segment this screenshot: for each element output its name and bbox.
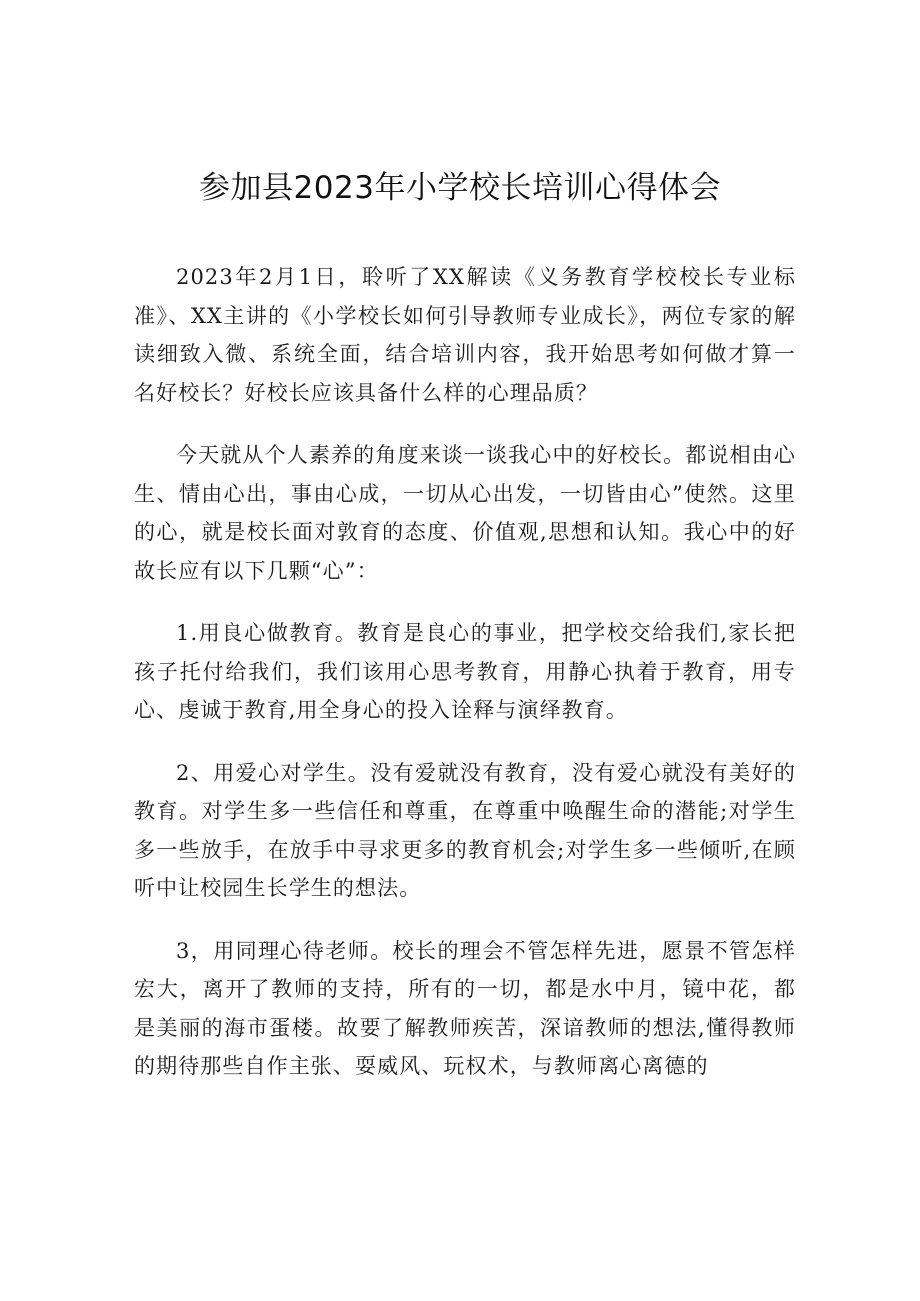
paragraph-point-2: 2、用爱心对学生。没有爱就没有教育，没有爱心就没有美好的教育。对学生多一些信任和尊重，在尊重中唤醒生命的潜能;对学生多一些放手，在放手中寻求更多的教育机会;对学生多一些倾听,在顾听中让校园生长学生的想法。 — [134, 760, 796, 900]
paragraph-good-principal: 今天就从个人素养的角度来谈一谈我心中的好校长。都说相由心生、情由心出，事由心成，一切从心出发，一切皆由心”使然。这里的心，就是校长面对敦育的态度、价值观,思想和认知。我心中的好故长应有以下几颗“心”： — [134, 443, 796, 583]
document-body — [134, 258, 796, 1110]
document-title: 参加县2023年小学校长培训心得体会 — [199, 170, 721, 206]
paragraph-point-3: 3，用同理心待老师。校长的理会不管怎样先进，愿景不管怎样宏大，离开了教师的支持，所有的一切，都是水中月，镜中花，都是美丽的海市蛋楼。故要了解教师疾苦，深谙教师的想法,懂得教师的期待那些自作主张、耍威风、玩权术，与教师离心离德的 — [134, 938, 796, 1078]
paragraph-intro: 2023年2月1日，聆听了XX解读《义务教育学校校长专业标准》、XX主讲的《小学校长如何引导教师专业成长》，两位专家的解读细致入微、系统全面，结合培训内容，我开始思考如何做才算一名好校长？好校长应该具备什么样的心理品质？ — [134, 265, 796, 405]
paragraph-point-1: 1.用良心做教育。教育是良心的事业，把学校交给我们,家长把孩子托付给我们，我们该用心思考教育，用静心执着于教育，用专心、虔诚于教育,用全身心的投入诠释与演绎教育。 — [134, 621, 796, 722]
